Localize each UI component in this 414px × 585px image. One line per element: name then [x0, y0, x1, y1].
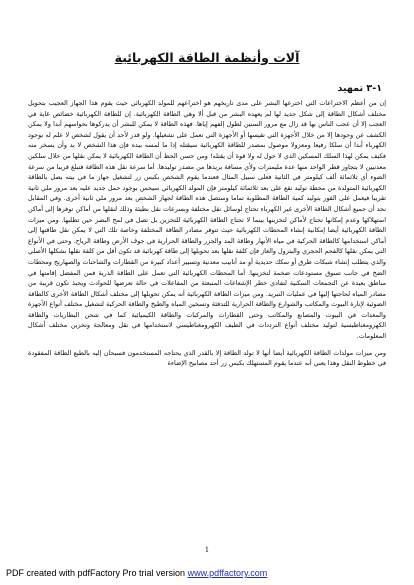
paragraph: إن من أعظم الاختراعات التي اخترعها البشر على مدى تاريخهم هو اختراعهم للمولد الكهربائي حيث يقوم هذا الجهاز العجيب بتحويل مختلف أشكال الطاقة إلى شكل جديد لها لم يعهده البشر من قبل ألا وهي الطاقة الكهربائية. إن للطاقة الكهربائية خصائص غاية في العجب إلا أن عجب الناس بها قد زال مع مرور السنين لطول إلفهم إياها. فهذه الطاقة لا يمكن للبشر أن يدركوها بحواسهم أبدا ولا يمكن الكشف عن وجودها إلا من خلال الأجهزة التي تقيسها أو الأجهزة التي تعمل على تشغيلها. ولو قدر لأحد أن يقول لشخص لا علم له بوجود الكهرباء أبدا أن سلكا رفيعا ومعزولا موصول بمصدر للطاقة الكهربائية سيقتله إذا ما لمسه بيده فإن هذا الشخص لا بد وأن يسخر منه فكيف يمكن لهذا السلك المسكين الذي لا حول له ولا قوة أن يقتله! ومن حسن الحظ أن الطاقة الكهربائية لا يمكن نقلها من خلال سلكين معدنيين لا يتجاوز قطر الواحد منها عدة مليمترات ولأي مسافة بريدها من مصدر توليدها. أما سرعة نقل هذه الطاقة فتبلغ قريبا من سرعة الضوء أي ثلاثمائة ألف كيلومتر في الثانية فعلى سبيل المثال فعندما يقوم الشخص بكبس زر لتشغيل جهاز ما في بيته يصل بالطاقة الكهربائية المتولدة من محطة توليد تقع على بعد ثلاثمائة كيلومتر فإن المولد الكهربائي سيحس بوجود حمل جديد عليه بعد مرور ملي ثانية تقريبا فيعمل على الفور بتوليد كمية الطاقة المطلوبة تماما وستصل هذه الطاقة لجهاز الشخص بعد مرور ملي ثانية أخرى. وفي المقابل نجد أن جميع أشكال الطاقة الأخرى غير الكهرباء تحتاج لوسائل نقل مختلفة وبسرعات نقل بطيئة وذلك لنقلها من أماكن توفرها إلى أماكن استهلاكها وعدم إمكانها تحتاج لأماكن لتخزينها بينما لا تحتاج الطاقة الكهربائية للتخزين بل تصل في لمح البصر حين تطلبها. ومن ميزات الطاقة الكهربائية أيضا إمكانية إنشاء المحطات الكهربائية حيث تتوفر مصادر الطاقة المختلفة وخاصة تلك التي لا يمكن نقل طاقتها إلى أماكن استخدامها كالطاقة الحركية في مياه الأنهار وطاقة المد والجزر والطاقة الحرارية في جوف الأرض وطاقة الرياح. وحتى في الأنواع التي يمكن نقلها كالفحم الحجري والبترول والغاز فإن كلفة نقلها بعد تحويلها إلى طاقة كهربائية قد تكون أقل من كلفة نقلها بشكلها الأصلي والذي يتطلب إنشاء شبكات طرق أو سكك حديدية أو مد أنابيب معدنية وتسيير أعداد كبيرة من القطارات والشاحنات والصهاريج ومحطات الضخ في جانب تسوق مستودعات ضخمة لتخزينها. أما المحطات الكهربائية التي تعمل على الطاقة الذرية فمن المفضل إقامتها في مناطق بعيدة عن التجمعات السكنية لتفادي خطر الإشعاعات المنبعثة من المفاعلات في حالة تعرضها للحوادث ويحبذ تكون قريبة من مصادر المياه لحاجتها إليها في عمليات التبريد. ومن ميزات الطاقة الكهربائية أنه يمكن تحويلها إلى مختلف أشكال الطاقة الأخرى كالطاقة الضوئية لإنارة البيوت والمكاتب والشوارع والطاقة الحرارية للتدفئة وتسخين المياه والطبخ والطاقة الحركية لتشغيل مختلف أنواع الأجهزة والمعدات في البيوت والمصانع والمكاتب وحتى القطارات والمركبات والطاقة الكيميائية كما في شحن البطاريات والطاقة الكهرومغناطيسية لتوليد مختلف أنواع الترددات في الطيف الكهرومغناطيسي لاستخدامها في نقل ومعالجة وتخزين مختلف أشكال المعلومات. [28, 99, 386, 341]
paragraph: ومن ميزات مولدات الطاقة الكهربائية أيضا أنها لا تولد الطاقة إلا بالقدر الذي يحتاجه المستخدمون فسبحان إليه بالطبع الطاقة المفقودة في خطوط النقل وهذا يعني أنه عندما يقوم المستهلك بكبس زر أحد مصابيح الإضاءة [28, 348, 386, 368]
page-title: آلات وأنظمة الطاقة الكهربائية [114, 50, 300, 65]
body-text [28, 98, 386, 369]
page-number: 1 [204, 546, 210, 554]
pdf-footer [6, 568, 267, 578]
section-heading: ١-٣ تمهيد [337, 83, 382, 94]
footer-link[interactable]: www.pdffactory.com [187, 568, 268, 578]
footer-text: PDF created with pdfFactory Pro trial version [6, 568, 186, 578]
